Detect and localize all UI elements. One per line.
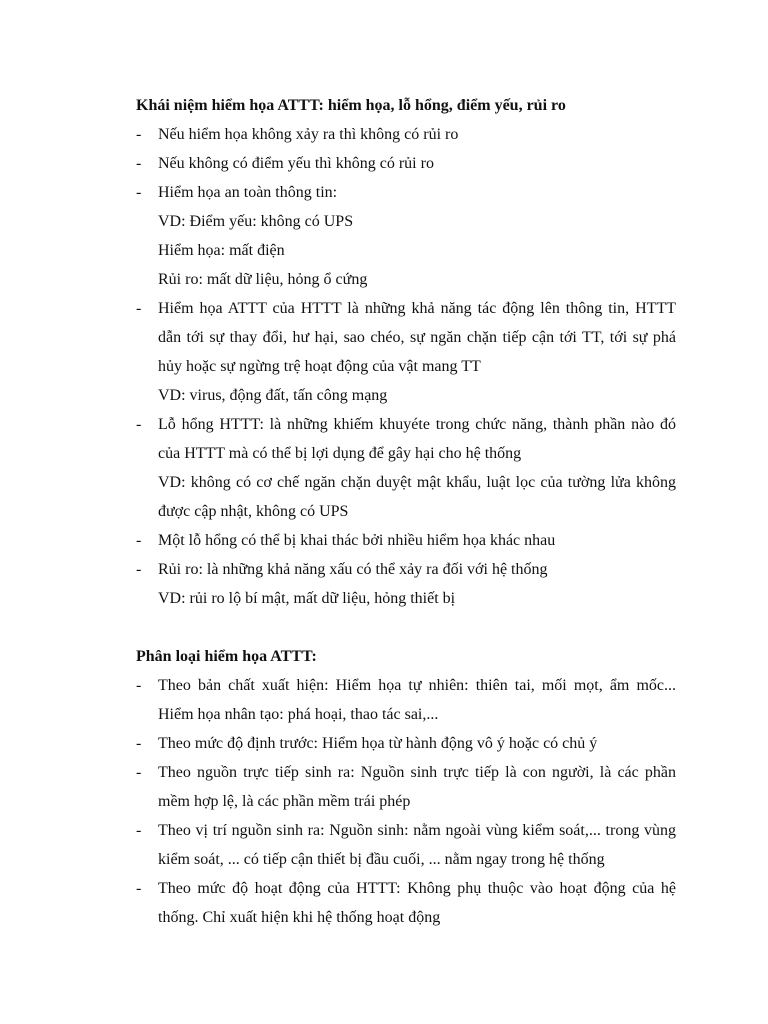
list-item-text: Lỗ hổng HTTT: là những khiếm khuyéte trong chức năng, thành phần nào đó <box>158 416 676 433</box>
list-item-body <box>158 294 676 410</box>
example-line: VD: Điểm yếu: không có UPS <box>158 213 354 230</box>
list-item-text: Theo vị trí nguồn sinh ra: Nguồn sinh: nằm ngoài vùng kiểm soát,... trong vùng <box>158 822 676 839</box>
list-item <box>136 816 676 874</box>
list-item <box>136 120 676 149</box>
section-heading: Phân loại hiểm họa ATTT: <box>136 648 317 665</box>
example-line: VD: không có cơ chế ngăn chặn duyệt mật khẩu, luật lọc của tường lửa không <box>158 474 676 491</box>
example-line: VD: virus, động đất, tấn công mạng <box>158 387 388 404</box>
list-item-text: kiểm soát, ... có tiếp cận thiết bị đầu cuối, ... nằm ngay trong hệ thống <box>158 851 605 868</box>
list-item <box>136 874 676 932</box>
list-item-body <box>158 149 676 178</box>
list-item-text: của HTTT mà có thể bị lợi dụng để gây hại cho hệ thống <box>158 445 522 462</box>
bullet-dash: - <box>136 735 142 752</box>
list-item-text: thống. Chỉ xuất hiện khi hệ thống hoạt động <box>158 909 441 926</box>
list-item-body <box>158 671 676 729</box>
list-item <box>136 410 676 526</box>
example-line: Hiểm họa: mất điện <box>158 242 285 259</box>
list-item-text: Một lỗ hổng có thể bị khai thác bởi nhiều hiểm họa khác nhau <box>158 532 556 549</box>
list-item <box>136 149 676 178</box>
section-threat-classification <box>136 642 676 932</box>
bullet-dash: - <box>136 300 142 317</box>
list-item <box>136 294 676 410</box>
list-item <box>136 178 676 294</box>
list-item-text: hủy hoặc sự ngừng trệ hoạt động của vật mang TT <box>158 358 481 375</box>
list-item <box>136 526 676 555</box>
section-heading: Khái niệm hiểm họa ATTT: hiểm họa, lỗ hổng, điểm yếu, rủi ro <box>136 97 566 114</box>
list-item-body <box>158 816 676 874</box>
list-item-text: dẫn tới sự thay đổi, hư hại, sao chéo, sự ngăn chặn tiếp cận tới TT, tới sự phá <box>158 329 676 346</box>
list-item-text: Rủi ro: là những khả năng xấu có thể xảy ra đối với hệ thống <box>158 561 548 578</box>
list-item-text: Theo mức độ hoạt động của HTTT: Không phụ thuộc vào hoạt động của hệ <box>158 880 676 897</box>
example-line: được cập nhật, không có UPS <box>158 503 349 520</box>
bullet-dash: - <box>136 155 142 172</box>
example-line: Rủi ro: mất dữ liệu, hỏng ổ cứng <box>158 271 368 288</box>
bullet-dash: - <box>136 532 142 549</box>
list-item <box>136 671 676 729</box>
list-item <box>136 555 676 613</box>
list-item-body <box>158 178 676 294</box>
list-item-text: mềm hợp lệ, là các phần mềm trái phép <box>158 793 411 810</box>
list-item-body <box>158 120 676 149</box>
list-item-body <box>158 729 676 758</box>
list-item-text: Hiểm họa nhân tạo: phá hoại, thao tác sai,... <box>158 706 439 723</box>
section-threat-concepts <box>136 91 676 613</box>
bullet-dash: - <box>136 677 142 694</box>
list-item <box>136 758 676 816</box>
list-item-body <box>158 410 676 526</box>
list-item-body <box>158 526 676 555</box>
bullet-dash: - <box>136 184 142 201</box>
list-item-body <box>158 555 676 613</box>
list-item-text: Hiểm họa ATTT của HTTT là những khả năng tác động lên thông tin, HTTT <box>158 300 676 317</box>
bullet-dash: - <box>136 416 142 433</box>
list-item-text: Theo bản chất xuất hiện: Hiểm họa tự nhiên: thiên tai, mối mọt, ẩm mốc... <box>158 677 676 694</box>
bullet-dash: - <box>136 126 142 143</box>
list-item-text: Hiểm họa an toàn thông tin: <box>158 184 338 201</box>
list-item-text: Nếu hiểm họa không xảy ra thì không có rủi ro <box>158 126 459 143</box>
list-item <box>136 729 676 758</box>
list-item-body <box>158 758 676 816</box>
bullet-dash: - <box>136 764 142 781</box>
list-item-text: Theo nguồn trực tiếp sinh ra: Nguồn sinh trực tiếp là con người, là các phần <box>158 764 676 781</box>
bullet-dash: - <box>136 561 142 578</box>
example-line: VD: rủi ro lộ bí mật, mất dữ liệu, hỏng thiết bị <box>158 590 456 607</box>
list-item-text: Theo mức độ định trước: Hiểm họa từ hành động vô ý hoặc có chủ ý <box>158 735 598 752</box>
list-item-body <box>158 874 676 932</box>
bullet-dash: - <box>136 880 142 897</box>
bullet-dash: - <box>136 822 142 839</box>
list-item-text: Nếu không có điểm yếu thì không có rủi ro <box>158 155 434 172</box>
